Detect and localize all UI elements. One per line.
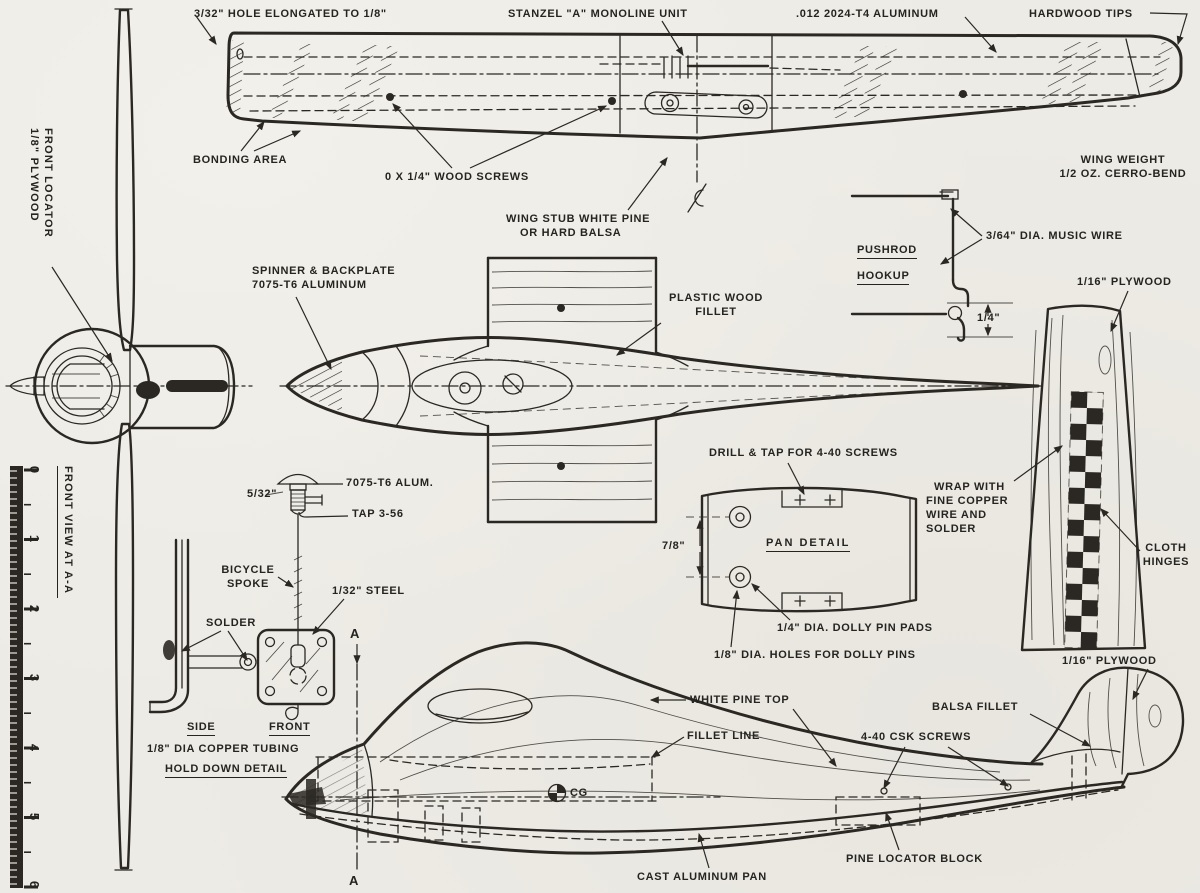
centerline-symbol	[688, 184, 706, 212]
label-front-locator: FRONT LOCATOR 1/8" PLYWOOD	[28, 128, 54, 238]
label-music-wire: 3/64" DIA. MUSIC WIRE	[986, 230, 1123, 242]
label-front-view-caption-holddown: FRONT	[269, 720, 310, 736]
ruler-tick-2: 2	[27, 604, 43, 613]
label-cast-pan: CAST ALUMINUM PAN	[637, 871, 767, 883]
label-hole-elongated: 3/32" HOLE ELONGATED TO 1/8"	[194, 8, 387, 20]
label-dolly-holes: 1/8" DIA. HOLES FOR DOLLY PINS	[714, 649, 916, 661]
label-hookup: HOOKUP	[857, 269, 909, 285]
ruler-tick-0: 0	[27, 465, 43, 474]
label-section-a-top: A	[350, 626, 361, 641]
ruler-tick-5: 5	[27, 812, 43, 821]
wing-plan-view	[226, 33, 1181, 212]
label-wing-stub: WING STUB WHITE PINE OR HARD BALSA	[506, 213, 651, 239]
ruler-tick-3: 3	[27, 673, 43, 682]
label-front-view-caption: FRONT VIEW AT A-A	[57, 466, 75, 598]
fin-detail	[1022, 306, 1145, 650]
label-spinner-backplate: SPINNER & BACKPLATE 7075-T6 ALUMINUM	[252, 265, 396, 291]
label-bicycle-spoke: BICYCLE SPOKE	[221, 564, 275, 590]
label-wing-weight: WING WEIGHT 1/2 OZ. CERRO-BEND	[1059, 154, 1187, 180]
label-csk-screws: 4-40 CSK SCREWS	[861, 731, 972, 743]
label-quarter-dim: 1/4"	[977, 312, 1001, 324]
ruler-tick-1: 1	[27, 534, 43, 543]
label-cg: CG	[570, 787, 588, 799]
cloth-hinge-strip	[1065, 392, 1104, 649]
label-steel: 1/32" STEEL	[332, 585, 405, 597]
label-bolt-size: 5/32"	[247, 488, 278, 500]
label-side-plywood: 1/16" PLYWOOD	[1062, 655, 1157, 667]
label-dolly-pads: 1/4" DIA. DOLLY PIN PADS	[777, 622, 933, 634]
label-plastic-wood-fillet: PLASTIC WOOD FILLET	[669, 292, 763, 318]
label-bonding-area: BONDING AREA	[193, 154, 288, 166]
label-pine-locator: PINE LOCATOR BLOCK	[846, 853, 983, 865]
label-fillet-line: FILLET LINE	[687, 730, 761, 742]
label-side-view-caption: SIDE	[187, 720, 215, 736]
side-view	[282, 643, 1183, 872]
label-pan-detail-title: PAN DETAIL	[766, 536, 850, 552]
ruler-tick-4: 4	[27, 743, 43, 752]
label-aluminum: .012 2024-T4 ALUMINUM	[796, 8, 939, 20]
label-wood-screws: 0 X 1/4" WOOD SCREWS	[385, 171, 529, 183]
label-solder: SOLDER	[206, 617, 257, 629]
label-pan-dim: 7/8"	[662, 540, 686, 552]
ruler-tick-6: 6	[27, 880, 43, 889]
label-copper-tubing: 1/8" DIA COPPER TUBING	[147, 743, 300, 755]
bolt-detail	[266, 475, 348, 518]
label-cloth-hinges: CLOTH HINGES	[1142, 542, 1190, 568]
label-white-pine-top: WHITE PINE TOP	[690, 694, 790, 706]
label-fin-plywood: 1/16" PLYWOOD	[1077, 276, 1172, 288]
label-hardwood-tips: HARDWOOD TIPS	[1029, 8, 1133, 20]
label-balsa-fillet: BALSA FILLET	[932, 701, 1019, 713]
label-bolt-alum: 7075-T6 ALUM.	[346, 477, 434, 489]
label-bolt-tap: TAP 3-56	[352, 508, 404, 520]
label-drill-tap: DRILL & TAP FOR 4-40 SCREWS	[709, 447, 898, 459]
label-pushrod: PUSHROD	[857, 243, 917, 259]
label-monoline-unit: STANZEL "A" MONOLINE UNIT	[508, 8, 688, 20]
cg-symbol	[549, 785, 566, 802]
label-section-a-bottom: A	[349, 873, 360, 888]
label-hold-down-title: HOLD DOWN DETAIL	[165, 762, 287, 778]
label-wrap-solder: WRAP WITH FINE COPPER WIRE AND SOLDER	[926, 481, 1009, 535]
